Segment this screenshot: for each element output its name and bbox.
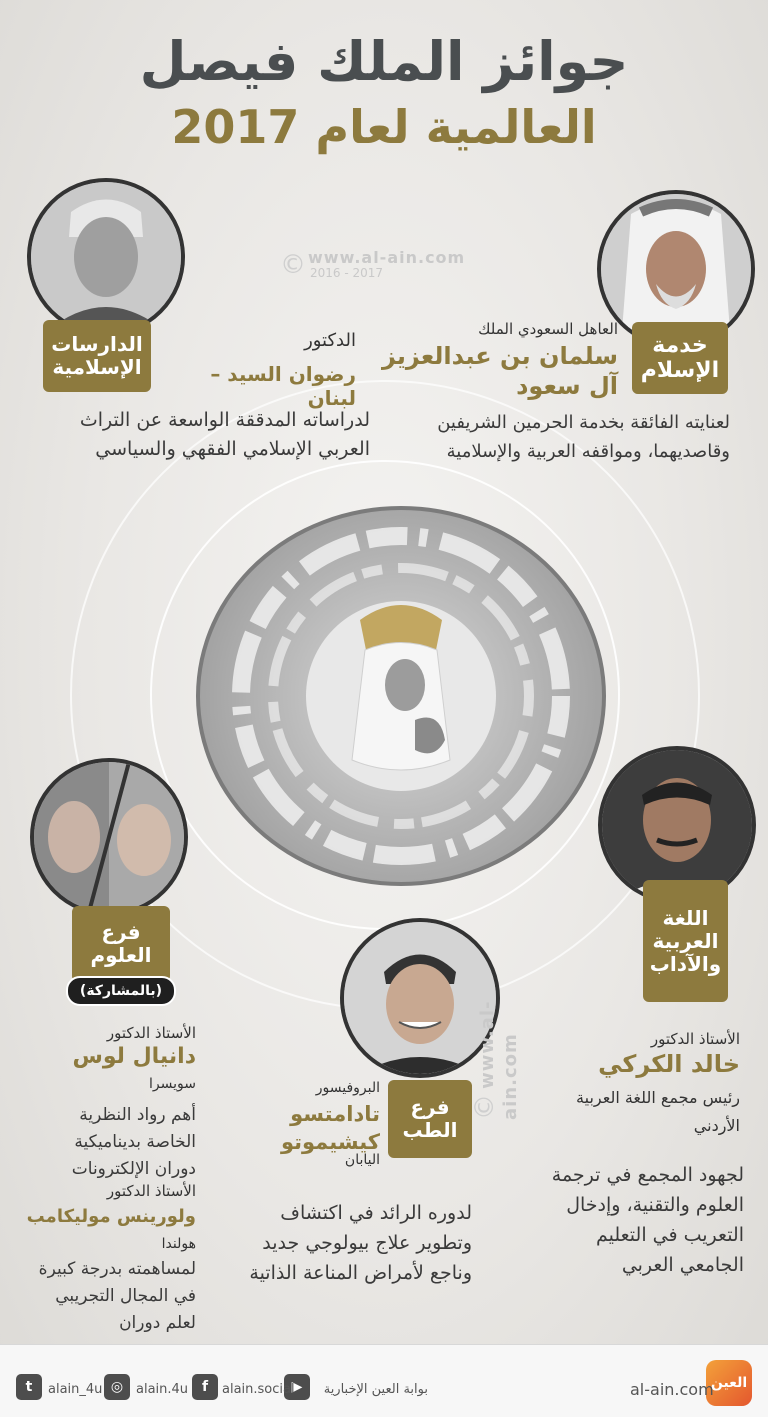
islam-service-name-line2: آل سعود — [516, 372, 618, 400]
science-winner2-name: ولورينس موليكامب — [26, 1206, 196, 1227]
footer-site[interactable]: al-ain.com — [630, 1380, 714, 1399]
instagram-icon[interactable]: ◎ — [104, 1374, 130, 1400]
page-subtitle: العالمية لعام 2017 — [171, 100, 597, 154]
science-winner1-name: دانيال لوس — [72, 1044, 196, 1069]
arabic-literature-tag — [643, 880, 728, 1002]
islamic-studies-reason: لدراساته المدققة الواسعة عن التراث العربي الإسلامي الفقهي والسياسي — [79, 409, 370, 460]
arabic-literature-title: الأستاذ الدكتور — [650, 1030, 740, 1048]
medicine-reason: لدوره الرائد في اكتشاف وتطوير علاج بيولوجي جديد وناجع لأمراض المناعة الذاتية — [249, 1202, 472, 1284]
king-faisal-emblem — [196, 506, 606, 886]
page-title: جوائز الملك فيصل — [139, 30, 629, 93]
watermark-site-vertical: www.al-ain.com — [477, 1000, 521, 1120]
copyright-icon: © — [470, 1094, 500, 1120]
science-winner1-reason: أهم رواد النظرية الخاصة بديناميكية دوران الإلكترونات — [71, 1105, 196, 1179]
islam-service-subtitle: العاهل السعودي الملك — [478, 320, 618, 338]
person-icon — [31, 182, 181, 332]
person-icon — [34, 762, 184, 912]
science-winners-photo — [30, 758, 188, 916]
footer-portal[interactable]: بوابة العين الإخبارية — [323, 1382, 428, 1397]
science-tag — [72, 906, 170, 982]
islam-service-tag-label: خدمة الإسلام — [640, 332, 720, 383]
islamic-studies-title: الدكتور — [304, 330, 356, 351]
science-winner2-title: الأستاذ الدكتور — [106, 1182, 196, 1200]
arabic-literature-name: خالد الكركي — [598, 1050, 740, 1078]
arabic-literature-tag-label: اللغة العربية والآداب — [649, 905, 722, 976]
arabic-literature-position: رئيس مجمع اللغة العربية الأردني — [576, 1088, 740, 1135]
watermark-vertical — [470, 920, 521, 1120]
islam-service-name: سلمان بن عبدالعزيز — [381, 342, 618, 370]
footer-facebook[interactable]: alain.social — [222, 1382, 295, 1397]
footer-logo-text: العين — [710, 1375, 748, 1391]
footer-instagram[interactable]: alain.4u — [136, 1382, 189, 1397]
medicine-country: اليابان — [344, 1152, 380, 1168]
medicine-name: تادامتسو كيشيموتو — [280, 1102, 380, 1154]
science-winner2-reason: لمساهمته بدرجة كبيرة في المجال التجريبي لعلم دوران — [38, 1259, 196, 1333]
watermark-years: 2016 - 2017 — [310, 266, 384, 280]
arabic-literature-reason: لجهود المجمع في ترجمة العلوم والتقنية، وإدخال التعريب في التعليم الجامعي العربي — [551, 1164, 744, 1276]
science-winner2-country: هولندا — [161, 1236, 196, 1252]
islam-service-tag — [632, 322, 728, 394]
facebook-icon[interactable]: f — [192, 1374, 218, 1400]
twitter-icon[interactable]: t — [16, 1374, 42, 1400]
medicine-tag — [388, 1080, 472, 1158]
shared-prize-badge: (بالمشاركة) — [66, 976, 176, 1006]
person-icon — [602, 750, 752, 900]
footer-twitter[interactable]: alain_4u — [48, 1382, 103, 1397]
islamic-studies-name: رضوان السيد – لبنان — [210, 362, 356, 410]
science-winner1-title: الأستاذ الدكتور — [106, 1024, 196, 1042]
medicine-tag-label: فرع الطب — [402, 1095, 458, 1142]
medicine-title: البروفيسور — [315, 1080, 380, 1096]
islam-service-reason: لعنايته الفائقة بخدمة الحرمين الشريفين وقاصديهما، ومواقفه العربية والإسلامية — [437, 412, 730, 462]
science-winner1-country: سويسرا — [149, 1076, 196, 1092]
islamic-studies-tag — [43, 320, 151, 392]
copyright-icon: © — [280, 250, 306, 280]
science-tag-label: فرع العلوم — [90, 920, 152, 967]
watermark-site: www.al-ain.com — [308, 248, 466, 267]
youtube-icon[interactable]: ▶ — [284, 1374, 310, 1400]
radwan-alsayed-photo — [27, 178, 185, 336]
calligraphy-ring-icon — [200, 510, 602, 882]
islamic-studies-tag-label: الدارسات الإسلامية — [51, 332, 143, 379]
